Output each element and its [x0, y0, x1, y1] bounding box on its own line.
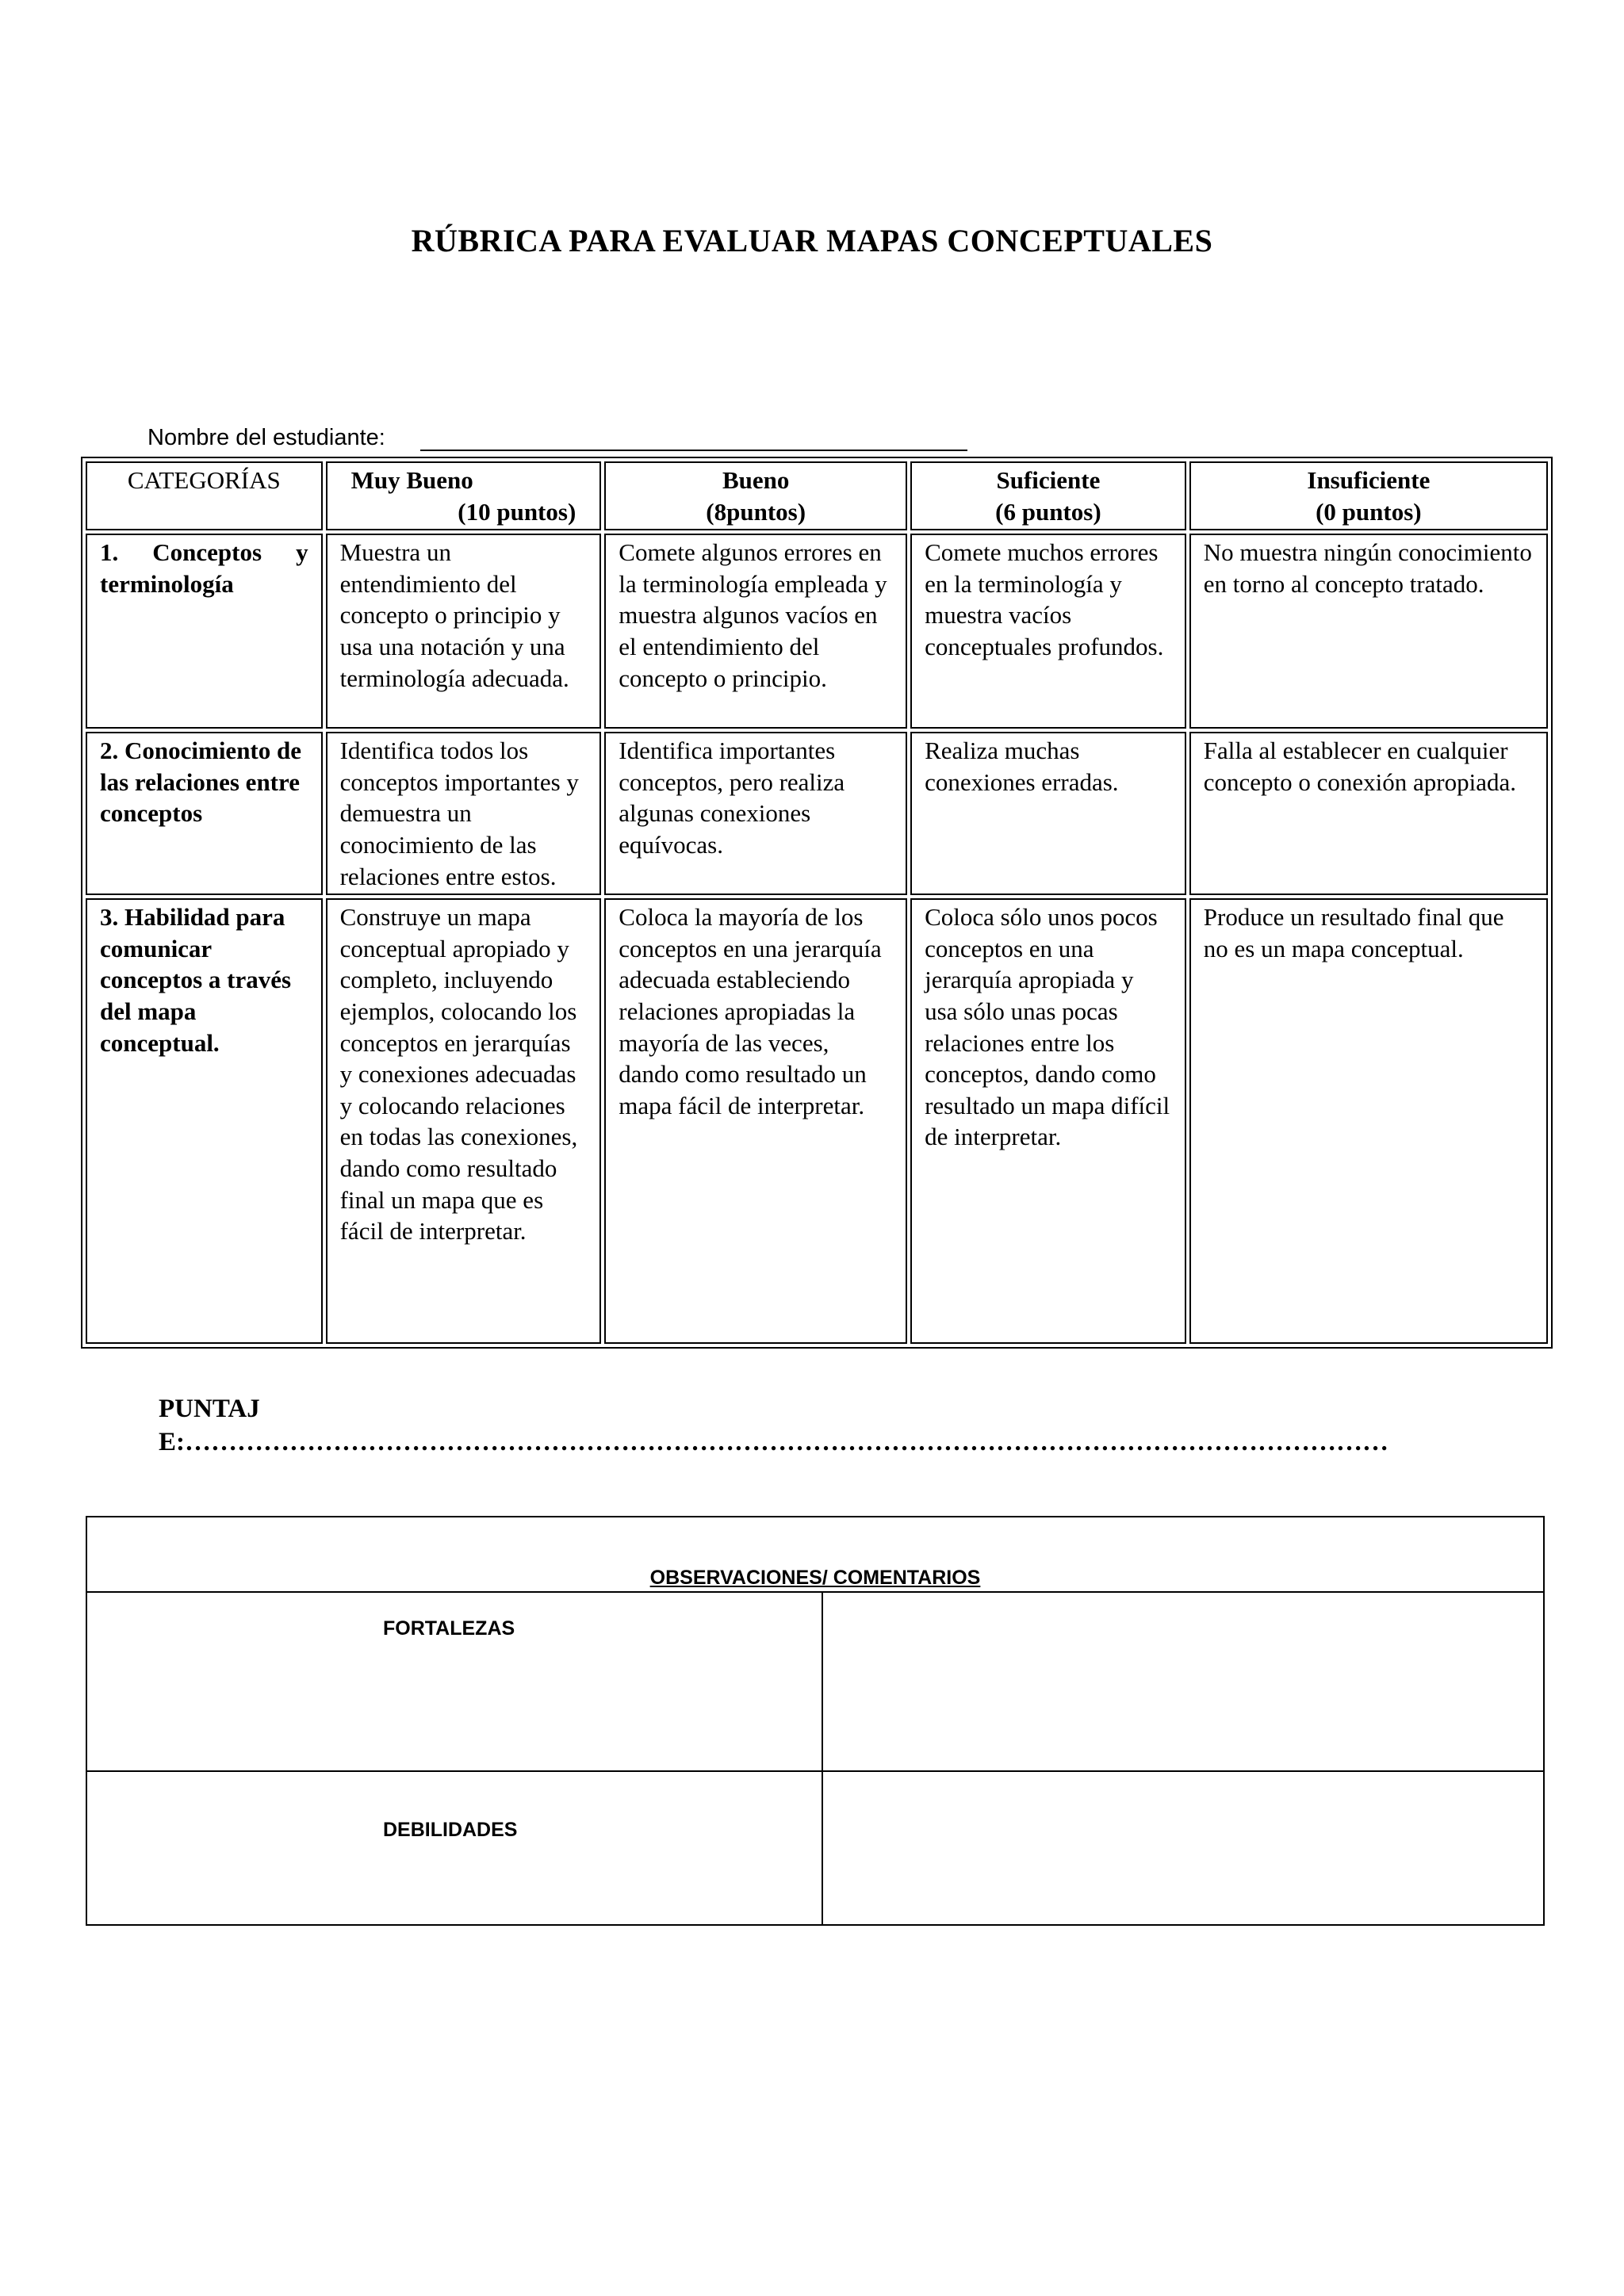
weaknesses-row	[86, 1771, 1544, 1925]
category-cell: 1. Conceptos y terminología	[86, 534, 323, 729]
criterion-cell: Comete algunos errores en la terminología empleada y muestra algunos vacíos en el entendimiento del concepto o principio.	[604, 534, 907, 729]
level-name: Insuficiente	[1307, 466, 1431, 494]
rubric-header-row	[86, 461, 1548, 530]
level-points: (8puntos)	[706, 497, 806, 526]
observations-heading: OBSERVACIONES/ COMENTARIOS	[86, 1517, 1544, 1592]
level-header-insuficiente	[1189, 461, 1548, 530]
criterion-cell: Coloca la mayoría de los conceptos en una jerarquía adecuada estableciendo relaciones apropiadas la mayoría de las veces, dando como resultado un mapa fácil de interpretar.	[604, 898, 907, 1344]
category-cell: 2. Conocimiento de las relaciones entre conceptos	[86, 732, 323, 895]
rubric-table	[81, 457, 1553, 1349]
level-header-suficiente	[910, 461, 1186, 530]
level-name: Muy Bueno	[350, 466, 473, 494]
criterion-cell: Identifica todos los conceptos importantes y demuestra un conocimiento de las relaciones entre estos.	[326, 732, 602, 895]
level-name: Bueno	[722, 466, 790, 494]
strengths-row	[86, 1592, 1544, 1771]
weaknesses-input-cell[interactable]	[822, 1771, 1544, 1925]
strengths-label-cell	[86, 1592, 822, 1771]
level-header-bueno	[604, 461, 907, 530]
student-name-row	[147, 425, 967, 451]
weaknesses-label: DEBILIDADES	[383, 1819, 518, 1841]
level-points: (6 puntos)	[995, 497, 1101, 526]
criterion-cell: Produce un resultado final que no es un mapa conceptual.	[1189, 898, 1548, 1344]
rubric-row-conceptos	[86, 534, 1548, 729]
level-header-muy-bueno	[326, 461, 602, 530]
criterion-cell: Coloca sólo unos pocos conceptos en una jerarquía apropiada y usa sólo unas pocas relaciones entre los conceptos, dando como resultado un mapa difícil de interpretar.	[910, 898, 1186, 1344]
document-title: RÚBRICA PARA EVALUAR MAPAS CONCEPTUALES	[411, 223, 1213, 258]
criterion-cell: Falla al establecer en cualquier concepto o conexión apropiada.	[1189, 732, 1548, 895]
level-points: (0 puntos)	[1316, 497, 1422, 526]
category-header: CATEGORÍAS	[86, 461, 323, 530]
criterion-cell: Construye un mapa conceptual apropiado y completo, incluyendo ejemplos, colocando los conceptos en jerarquías y conexiones adecuadas y colocando relaciones en todas las conexiones, dando como resultado final un mapa que es fácil de interpretar.	[326, 898, 602, 1344]
rubric-row-relaciones	[86, 732, 1548, 895]
strengths-input-cell[interactable]	[822, 1592, 1544, 1771]
level-points: (10 puntos)	[458, 497, 576, 526]
observations-header-row	[86, 1517, 1544, 1592]
strengths-label: FORTALEZAS	[383, 1617, 515, 1640]
category-cell: 3. Habilidad para comunicar conceptos a través del mapa conceptual.	[86, 898, 323, 1344]
score-line: PUNTAJE:…………………………………………………………………………………………………………………………	[159, 1395, 1388, 1456]
criterion-cell: Muestra un entendimiento del concepto o principio y usa una notación y una terminología adecuada.	[326, 534, 602, 729]
level-name: Suficiente	[996, 466, 1101, 494]
observations-table	[86, 1516, 1545, 1926]
rubric-row-habilidad	[86, 898, 1548, 1344]
criterion-cell: No muestra ningún conocimiento en torno al concepto tratado.	[1189, 534, 1548, 729]
weaknesses-label-cell	[86, 1771, 822, 1925]
criterion-cell: Identifica importantes conceptos, pero realiza algunas conexiones equívocas.	[604, 732, 907, 895]
student-name-label: Nombre del estudiante:	[147, 425, 385, 450]
criterion-cell: Comete muchos errores en la terminología y muestra vacíos conceptuales profundos.	[910, 534, 1186, 729]
criterion-cell: Realiza muchas conexiones erradas.	[910, 732, 1186, 895]
student-name-field[interactable]	[420, 426, 967, 451]
